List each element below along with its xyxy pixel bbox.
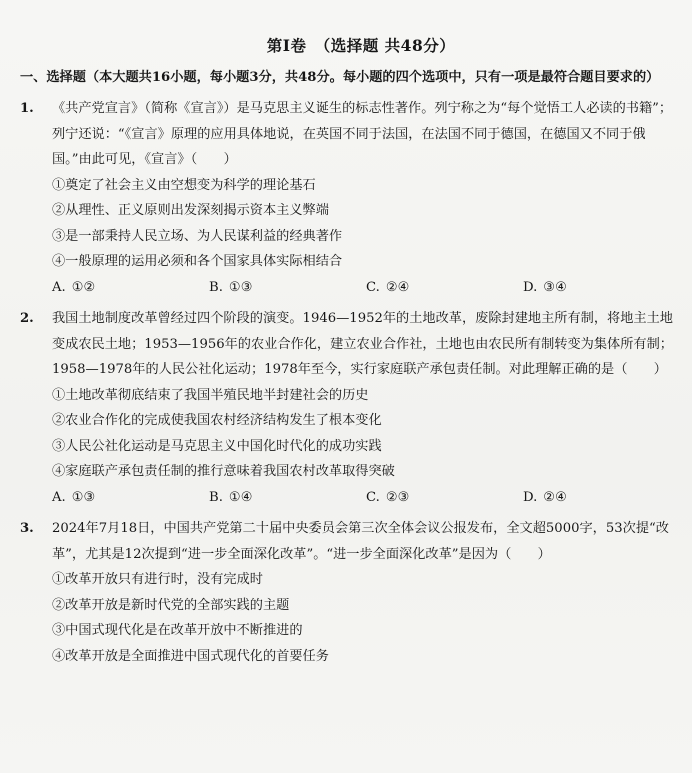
statement-3: ③中国式现代化是在改革开放中不断推进的: [52, 623, 303, 638]
choice-text: ①③: [228, 279, 253, 295]
choice-b: [209, 275, 366, 301]
choice-d: [523, 485, 680, 511]
choice-text: ②③: [385, 489, 410, 505]
choice-letter: C.: [366, 279, 380, 295]
question-1: [20, 96, 682, 300]
question-number: 1.: [20, 101, 34, 116]
choice-text: ②④: [385, 279, 410, 295]
page-title: 第Ⅰ卷 （选择题 共48分）: [266, 36, 456, 55]
question-stem: [20, 516, 682, 567]
choice-letter: A.: [52, 279, 66, 295]
choice-letter: D.: [523, 279, 538, 295]
statement-3: ③人民公社化运动是马克思主义中国化时代化的成功实践: [52, 438, 382, 454]
statement-1: ①奠定了社会主义由空想变为科学的理论基石: [52, 177, 316, 193]
statement-2: ②从理性、正义原则出发深刻揭示资本主义弊端: [52, 203, 329, 218]
question-2: [20, 306, 682, 510]
statement-2: ②改革开放是新时代党的全部实践的主题: [52, 597, 290, 613]
question-text: 我国土地制度改革曾经过四个阶段的演变。1946—1952年的土地改革，废除封建地主所有制，将地主土地变成农民土地；1953—1956年的农业合作化，建立农业合作社，土地也由农民所有制转变为集体所有制；1958—1978年的人民公社化运动；1978年至今，实行家庭联产承包责任制。对此理解正确的是（ ）: [52, 311, 673, 377]
choice-a: [52, 275, 209, 301]
question-stem: [20, 96, 682, 173]
statement-4: ④家庭联产承包责任制的推行意味着我国农村改革取得突破: [52, 464, 395, 479]
choice-letter: D.: [523, 489, 538, 505]
choice-text: ③④: [543, 279, 567, 295]
statement-3: ③是一部秉持人民立场、为人民谋利益的经典著作: [52, 228, 343, 244]
statement-1: ①土地改革彻底结束了我国半殖民地半封建社会的历史: [52, 387, 369, 403]
choice-c: [366, 275, 523, 301]
choice-letter: B.: [209, 279, 223, 295]
statement-1: ①改革开放只有进行时，没有完成时: [52, 572, 263, 587]
choice-c: [366, 485, 523, 511]
statement-4: ④改革开放是全面推进中国式现代化的首要任务: [52, 648, 329, 664]
choice-text: ①④: [228, 489, 253, 505]
question-number: 2.: [20, 311, 34, 326]
question-number: 3.: [20, 521, 34, 536]
choice-text: ①②: [71, 279, 96, 295]
choice-letter: B.: [209, 489, 223, 505]
choice-letter: A.: [52, 489, 66, 505]
question-text: 2024年7月18日，中国共产党第二十届中央委员会第三次全体会议公报发布，全文超5000字，53次提“改革”，尤其是12次提到“进一步全面深化改革”。“进一步全面深化改革”是因为（ ）: [52, 521, 669, 562]
choice-d: [523, 275, 680, 301]
statement-4: ④一般原理的运用必须和各个国家具体实际相结合: [52, 254, 343, 269]
choice-text: ①③: [71, 489, 96, 505]
choice-b: [209, 485, 366, 511]
question-text: 《共产党宣言》（简称《宣言》）是马克思主义诞生的标志性著作。列宁称之为“每个觉悟工人必读的书籍”；列宁还说：“《宣言》原理的应用具体地说，在英国不同于法国，在法国不同于德国，在德国又不同于俄国。”由此可见，《宣言》（ ）: [52, 101, 673, 167]
answer-choices: [20, 485, 682, 511]
question-3: [20, 516, 682, 669]
choice-a: [52, 485, 209, 511]
answer-choices: [20, 275, 682, 301]
choice-letter: C.: [366, 489, 380, 505]
choice-text: ②④: [543, 489, 567, 505]
question-stem: [20, 306, 682, 383]
section-heading: 一、选择题（本大题共16小题，每小题3分，共48分。每小题的四个选项中，只有一项是最符合题目要求的）: [20, 70, 660, 85]
statement-2: ②农业合作化的完成使我国农村经济结构发生了根本变化: [52, 413, 382, 428]
